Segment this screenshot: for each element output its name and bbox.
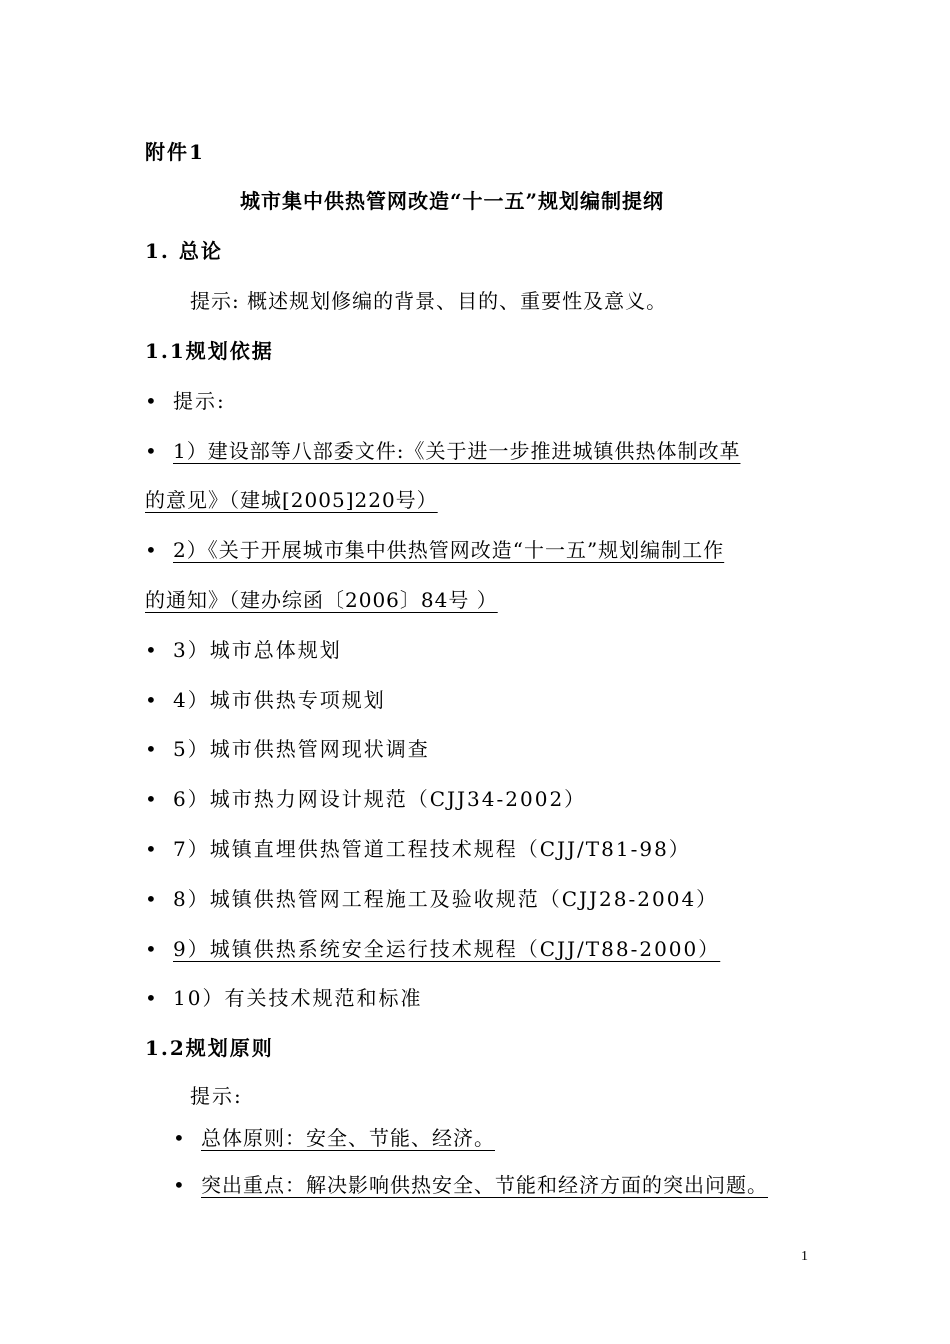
section-1-1-heading: 1.1规划依据	[145, 339, 274, 363]
bullet-icon: •	[145, 737, 157, 761]
basis-item-8: 8）城镇供热管网工程施工及验收规范（CJJ28-2004）	[173, 887, 719, 911]
section-1-1-hint: 提示:	[173, 389, 226, 413]
section-1-2-hint: 提示:	[190, 1084, 243, 1108]
bullet-icon: •	[145, 837, 157, 861]
bullet-icon: •	[145, 787, 157, 811]
basis-item-7: 7）城镇直埋供热管道工程技术规程（CJJ/T81-98）	[173, 837, 691, 861]
basis-item-1-cont: 的意见》（建城[2005]220号）	[145, 488, 438, 512]
basis-item-2: 2）《关于开展城市集中供热管网改造“十一五”规划编制工作	[173, 538, 725, 562]
section-1-2-heading: 1.2规划原则	[145, 1036, 274, 1060]
bullet-icon: •	[145, 439, 157, 463]
basis-item-3: 3）城市总体规划	[173, 638, 342, 662]
basis-item-10: 10）有关技术规范和标准	[173, 986, 423, 1010]
section-1-heading: 1. 总论	[145, 239, 223, 263]
bullet-icon: •	[145, 638, 157, 662]
basis-item-1: 1）建设部等八部委文件:《关于进一步推进城镇供热体制改革	[173, 439, 741, 463]
principle-item-1: 总体原则：安全、节能、经济。	[201, 1126, 495, 1150]
basis-item-2-cont: 的通知》（建办综函〔2006〕84号 ）	[145, 588, 498, 612]
document-title: 城市集中供热管网改造“十一五”规划编制提纲	[240, 189, 665, 213]
bullet-icon: •	[145, 986, 157, 1010]
basis-item-5: 5）城市供热管网现状调查	[173, 737, 430, 761]
bullet-icon: •	[145, 937, 157, 961]
basis-item-4: 4）城市供热专项规划	[173, 688, 386, 712]
bullet-icon: •	[145, 688, 157, 712]
section-1-hint: 提示: 概述规划修编的背景、目的、重要性及意义。	[190, 289, 668, 313]
bullet-icon: •	[145, 538, 157, 562]
page-number: 1	[801, 1249, 808, 1264]
attachment-label: 附件1	[145, 140, 205, 164]
basis-item-9: 9）城镇供热系统安全运行技术规程（CJJ/T88-2000）	[173, 937, 721, 961]
bullet-icon: •	[173, 1173, 185, 1197]
principle-item-2: 突出重点：解决影响供热安全、节能和经济方面的突出问题。	[201, 1173, 768, 1197]
basis-item-6: 6）城市热力网设计规范（CJJ34-2002）	[173, 787, 587, 811]
bullet-icon: •	[145, 887, 157, 911]
bullet-icon: •	[145, 389, 157, 413]
bullet-icon: •	[173, 1126, 185, 1150]
